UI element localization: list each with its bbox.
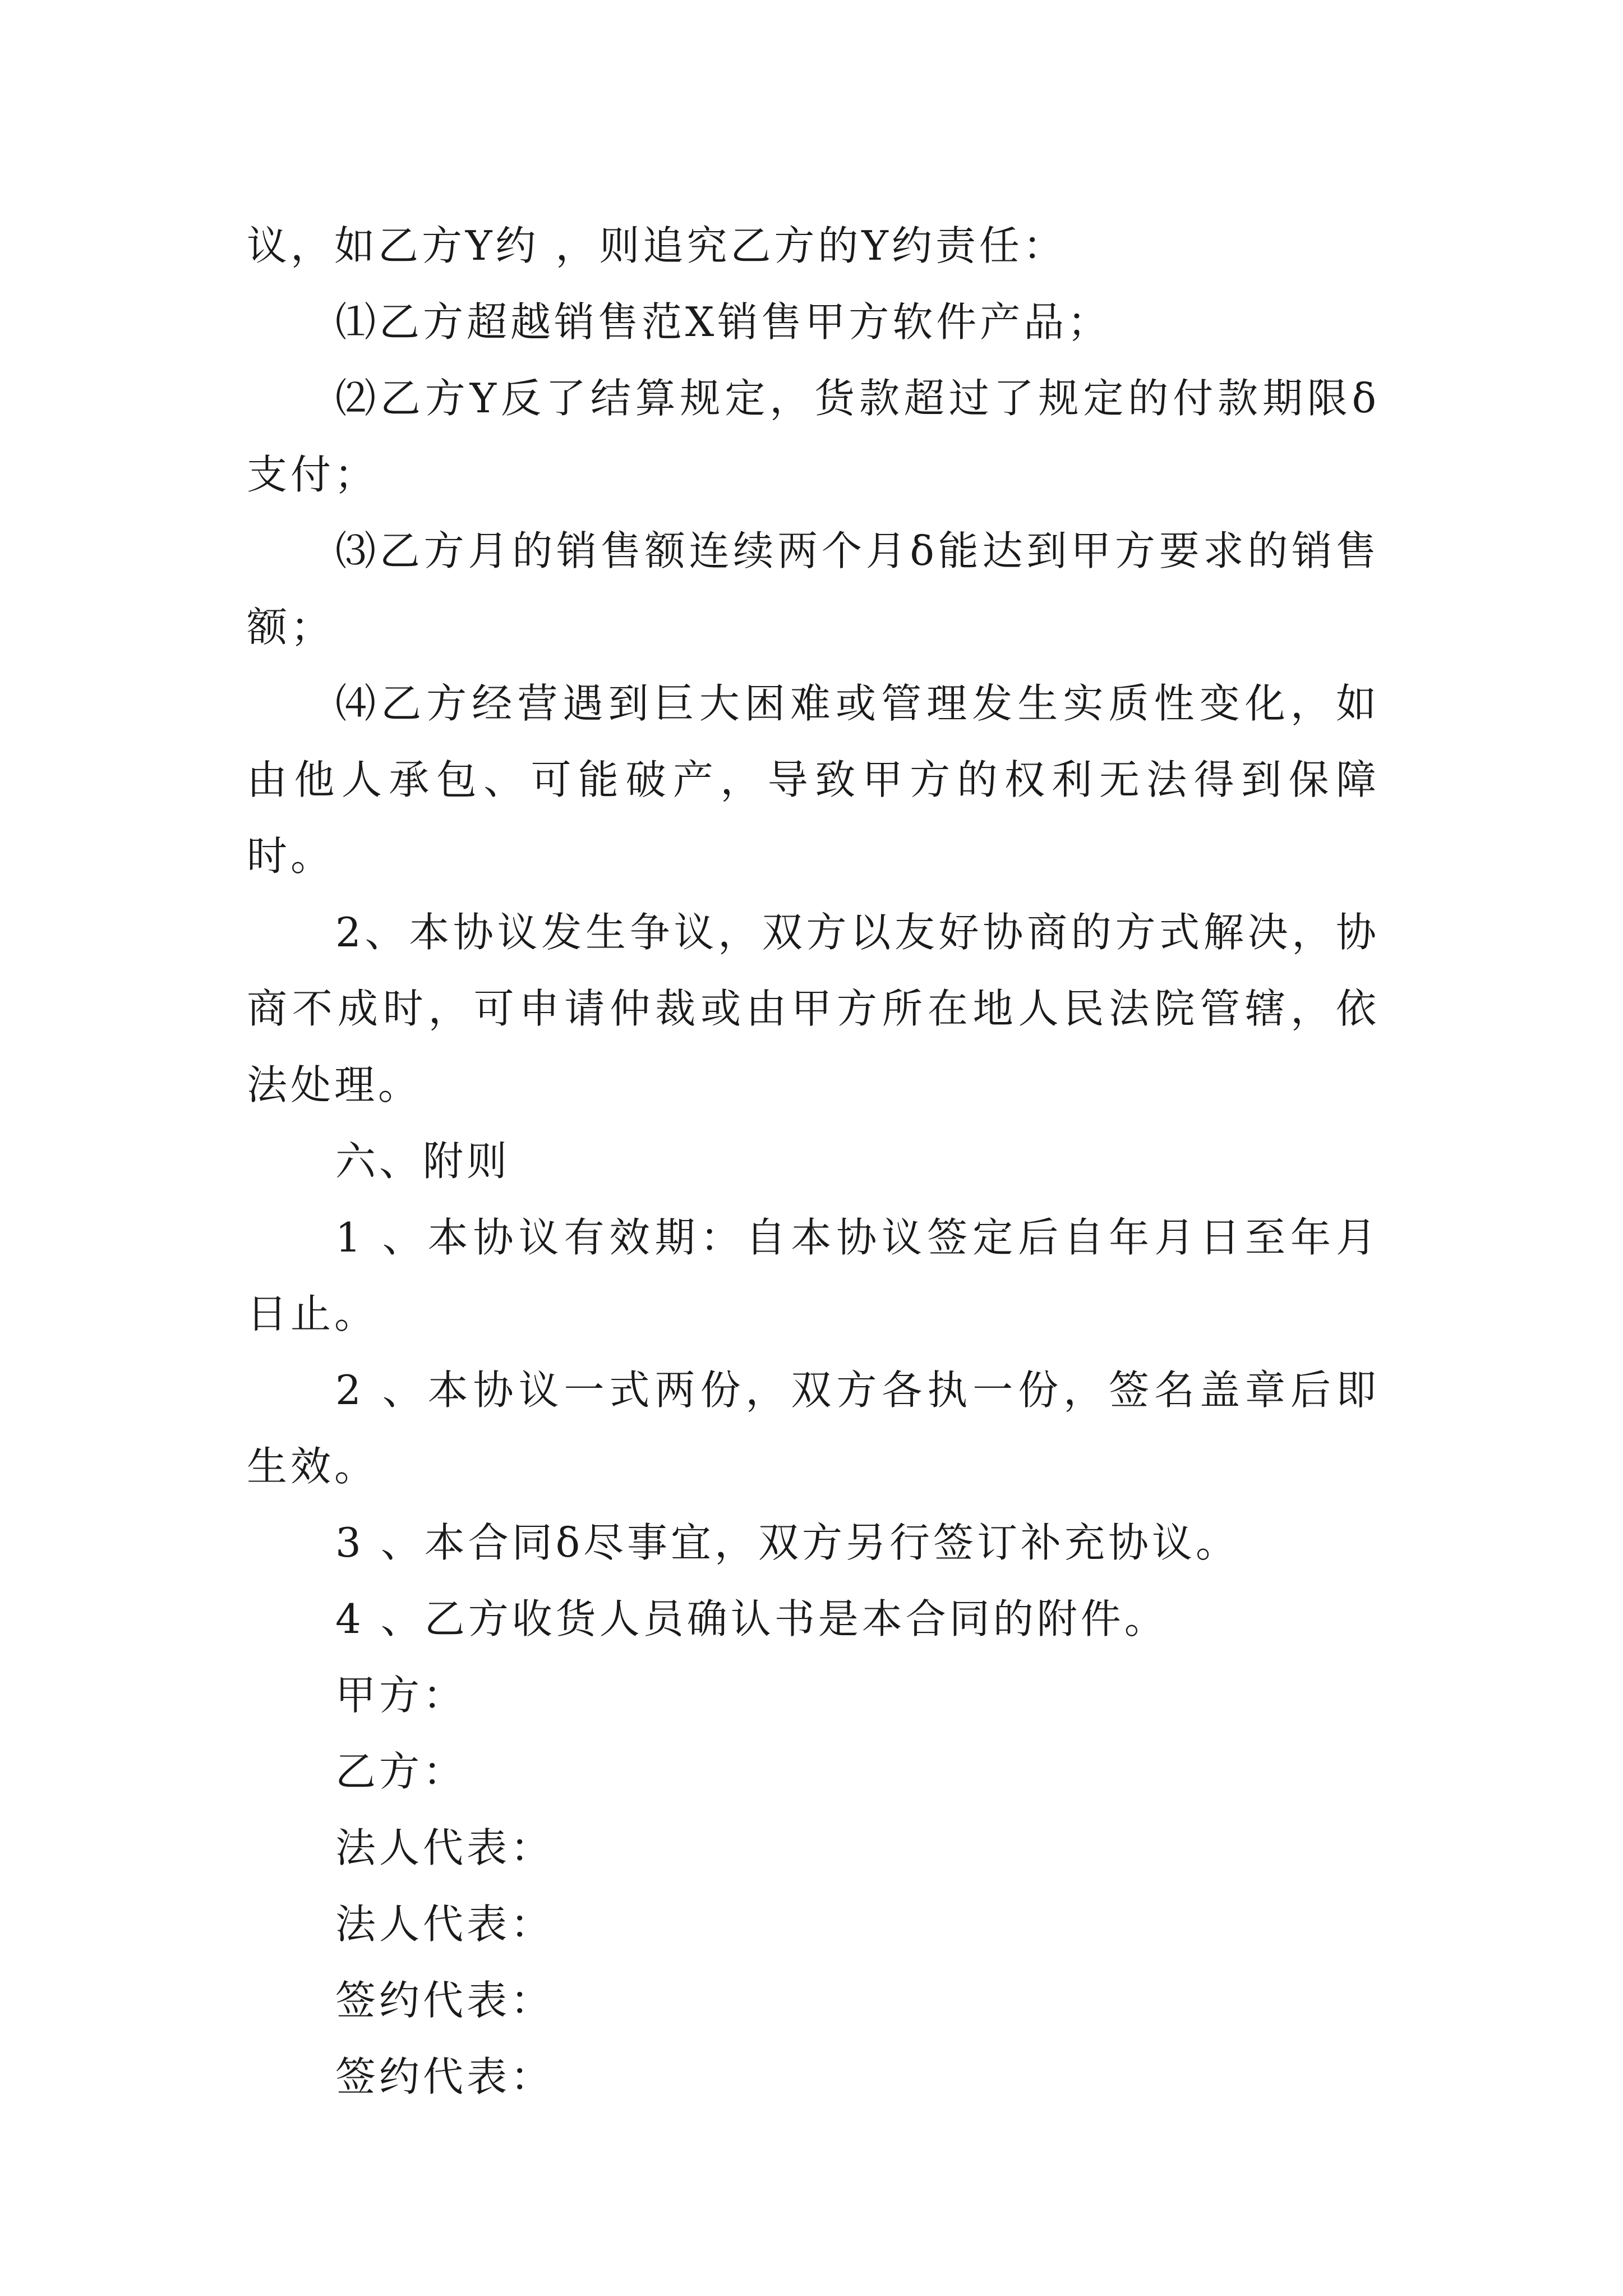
signature-party-b: 乙方： bbox=[335, 1748, 467, 1795]
section-heading: 六、附则 bbox=[335, 1138, 511, 1185]
signature-signing-rep-a: 签约代表： bbox=[335, 1977, 555, 2024]
paragraph: 1 、本协议有效期：自本协议签定后自年月日至年月日止。 bbox=[247, 1214, 1380, 1337]
paragraph: 2 、本协议一式两份，双方各执一份，签名盖章后即生效。 bbox=[247, 1366, 1380, 1490]
document-body bbox=[247, 208, 1380, 2115]
signature-signing-rep-b: 签约代表： bbox=[335, 2053, 555, 2100]
paragraph: ⑶乙方月的销售额连续两个月δ能达到甲方要求的销售额； bbox=[247, 527, 1380, 651]
paragraph: 4 、乙方收货人员确认书是本合同的附件。 bbox=[335, 1595, 1168, 1642]
signature-party-a: 甲方： bbox=[335, 1672, 467, 1719]
paragraph: ⑴乙方超越销售范X销售甲方软件产品； bbox=[335, 298, 1112, 346]
signature-legal-rep-a: 法人代表： bbox=[335, 1824, 555, 1871]
paragraph: 3 、本合同δ尽事宜，双方另行签订补充协议。 bbox=[335, 1519, 1240, 1566]
paragraph: 议，如乙方Y约 ，则追究乙方的Y约责任： bbox=[247, 222, 1067, 269]
paragraph: ⑵乙方Y反了结算规定，货款超过了规定的付款期限δ支付； bbox=[247, 375, 1380, 498]
signature-legal-rep-b: 法人代表： bbox=[335, 1901, 555, 1948]
paragraph: ⑷乙方经营遇到巨大困难或管理发生实质性变化，如由他人承包、可能破产，导致甲方的权利无法得到保障时。 bbox=[247, 680, 1380, 880]
paragraph: 2、本协议发生争议，双方以友好协商的方式解决，协商不成时，可申请仲裁或由甲方所在地人民法院管辖，依法处理。 bbox=[247, 909, 1380, 1108]
